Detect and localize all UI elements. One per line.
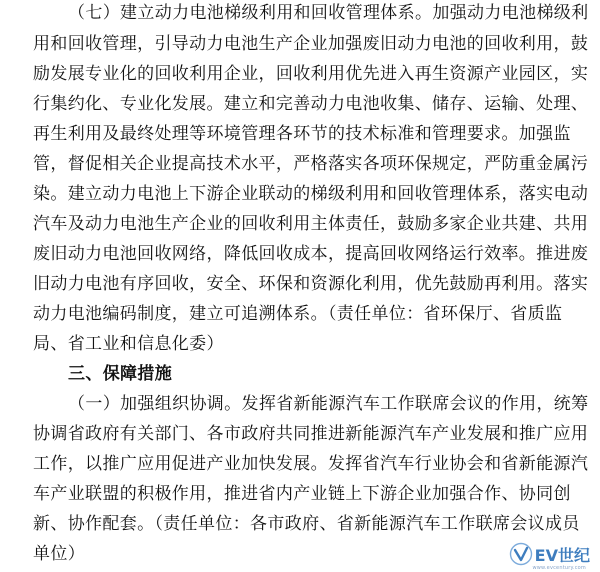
- paragraph-line: 协调省政府有关部门、各市政府共同推进新能源汽车产业发展和推广应用: [33, 424, 589, 444]
- paragraph-line: 废旧动力电池回收网络，降低回收成本，提高回收网络运行效率。推进废: [33, 244, 589, 264]
- paragraph-line: （一）加强组织协调。发挥省新能源汽车工作联席会议的作用，统筹: [68, 394, 589, 414]
- paragraph-line: 励发展专业化的回收利用企业，回收利用优先进入再生资源产业园区，实: [33, 64, 589, 84]
- watermark: [509, 542, 590, 571]
- paragraph-line: 用和回收管理，引导动力电池生产企业加强废旧动力电池的回收利用，鼓: [33, 34, 589, 54]
- paragraph-line: （七）建立动力电池梯级利用和回收管理体系。加强动力电池梯级利: [68, 3, 589, 23]
- paragraph-line: 汽车及动力电池生产企业的回收利用主体责任，鼓励多家企业共建、共用: [33, 214, 589, 234]
- paragraph-line: 车产业联盟的积极作用，推进省内产业链上下游企业加强合作、协同创: [33, 484, 571, 504]
- paragraph-line: 单位）: [33, 544, 86, 564]
- paragraph-line: 行集约化、专业化发展。建立和完善动力电池收集、储存、运输、处理、: [33, 94, 589, 114]
- watermark-subtext: www.evcentury.com: [532, 565, 586, 571]
- watermark-text: EV世纪: [534, 545, 590, 565]
- paragraph-line: 再生利用及最终处理等环境管理各环节的技术标准和管理要求。加强监: [33, 124, 571, 144]
- paragraph-line: 旧动力电池有序回收，安全、环保和资源化利用，优先鼓励再利用。落实: [33, 274, 589, 294]
- paragraph-line: 管，督促相关企业提高技术水平，严格落实各项环保规定，严防重金属污: [33, 154, 589, 174]
- paragraph-line: 染。建立动力电池上下游企业联动的梯级利用和回收管理体系，落实电动: [33, 184, 589, 204]
- paragraph-line: 动力电池编码制度，建立可追溯体系。（责任单位：省环保厅、省质监: [33, 304, 563, 324]
- section-heading: 三、保障措施: [68, 364, 173, 384]
- paragraph-line: 工作，以推广应用促进产业加快发展。发挥省汽车行业协会和省新能源汽: [33, 454, 589, 474]
- paragraph-line: 局、省工业和信息化委）: [33, 334, 224, 354]
- ev-logo-icon: [509, 542, 533, 566]
- paragraph-line: 新、协作配套。（责任单位：各市政府、省新能源汽车工作联席会议成员: [33, 514, 580, 534]
